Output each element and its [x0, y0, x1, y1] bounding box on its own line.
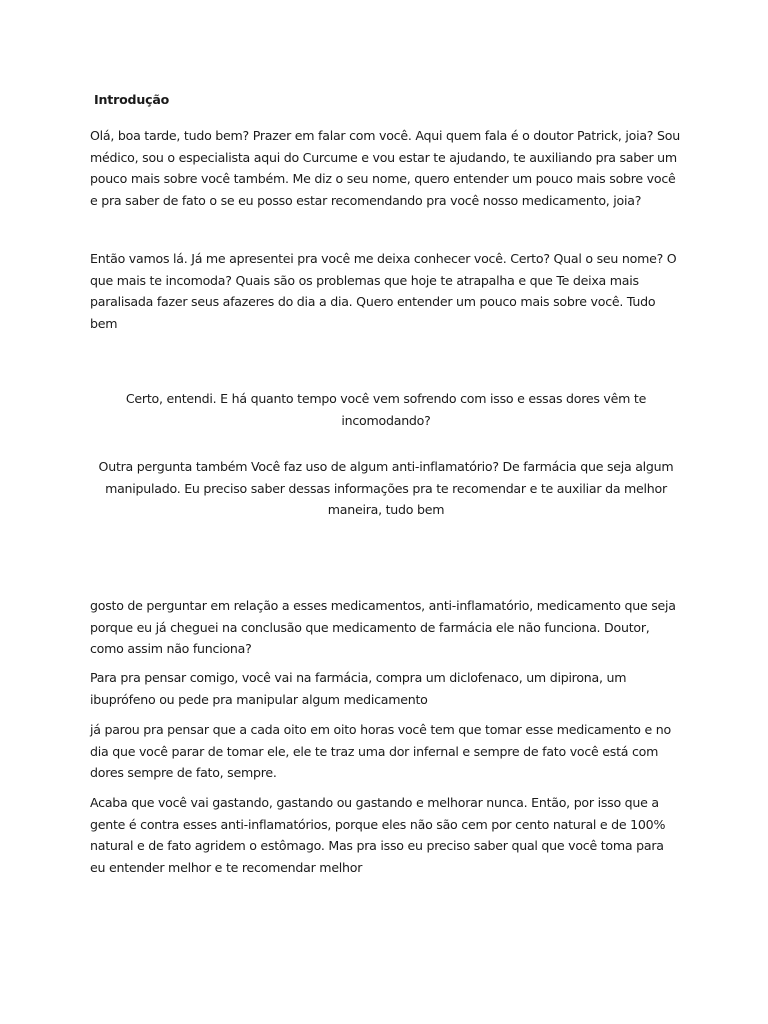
- section-heading: Introdução: [94, 92, 170, 107]
- paragraph-anti-inflammatory-question: Outra pergunta também Você faz uso de algum anti-inflamatório? De farmácia que seja algum manipulado. Eu preciso saber dessas informações pra te recomendar e te auxiliar da melhor maneira, tudo bem: [98, 459, 674, 517]
- paragraph-introduction: Olá, boa tarde, tudo bem? Prazer em falar com você. Aqui quem fala é o doutor Patrick, joia? Sou médico, sou o especialista aqui do Curcume e vou estar te ajudando, te auxiliando pra saber um pouco mais sobre você também. Me diz o seu nome, quero entender um pouco mais sobre você e pra saber de fato o se eu posso estar recomendando pra você nosso medicamento, joia?: [90, 128, 680, 208]
- paragraph-how-long: Certo, entendi. E há quanto tempo você vem sofrendo com isso e essas dores vêm te incomodando?: [125, 391, 647, 428]
- paragraph-natural: Acaba que você vai gastando, gastando ou gastando e melhorar nunca. Então, por isso que a gente é contra esses anti-inflamatórios, porque eles não são cem por cento natural e de 100% natural e de fato agridem o estômago. Mas pra isso eu preciso saber qual que você toma para eu entender melhor e te recomendar melhor: [90, 795, 666, 875]
- paragraph-pharmacy: Para pra pensar comigo, você vai na farmácia, compra um diclofenaco, um dipirona, um ibuprófeno ou pede pra manipular algum medicamento: [90, 670, 627, 707]
- paragraph-get-to-know: Então vamos lá. Já me apresentei pra você me deixa conhecer você. Certo? Qual o seu nome? O que mais te incomoda? Quais são os problemas que hoje te atrapalha e que Te deixa mais paralisada fazer seus afazeres do dia a dia. Quero entender um pouco mais sobre você. Tudo bem: [90, 251, 677, 331]
- paragraph-medication-conclusion: gosto de perguntar em relação a esses medicamentos, anti-inflamatório, medicamento que seja porque eu já cheguei na conclusão que medicamento de farmácia ele não funciona. Doutor, como assim não funciona?: [90, 598, 676, 656]
- paragraph-eight-hours: já parou pra pensar que a cada oito em oito horas você tem que tomar esse medicamento e no dia que você parar de tomar ele, ele te traz uma dor infernal e sempre de fato você está com dores sempre de fato, sempre.: [90, 722, 671, 780]
